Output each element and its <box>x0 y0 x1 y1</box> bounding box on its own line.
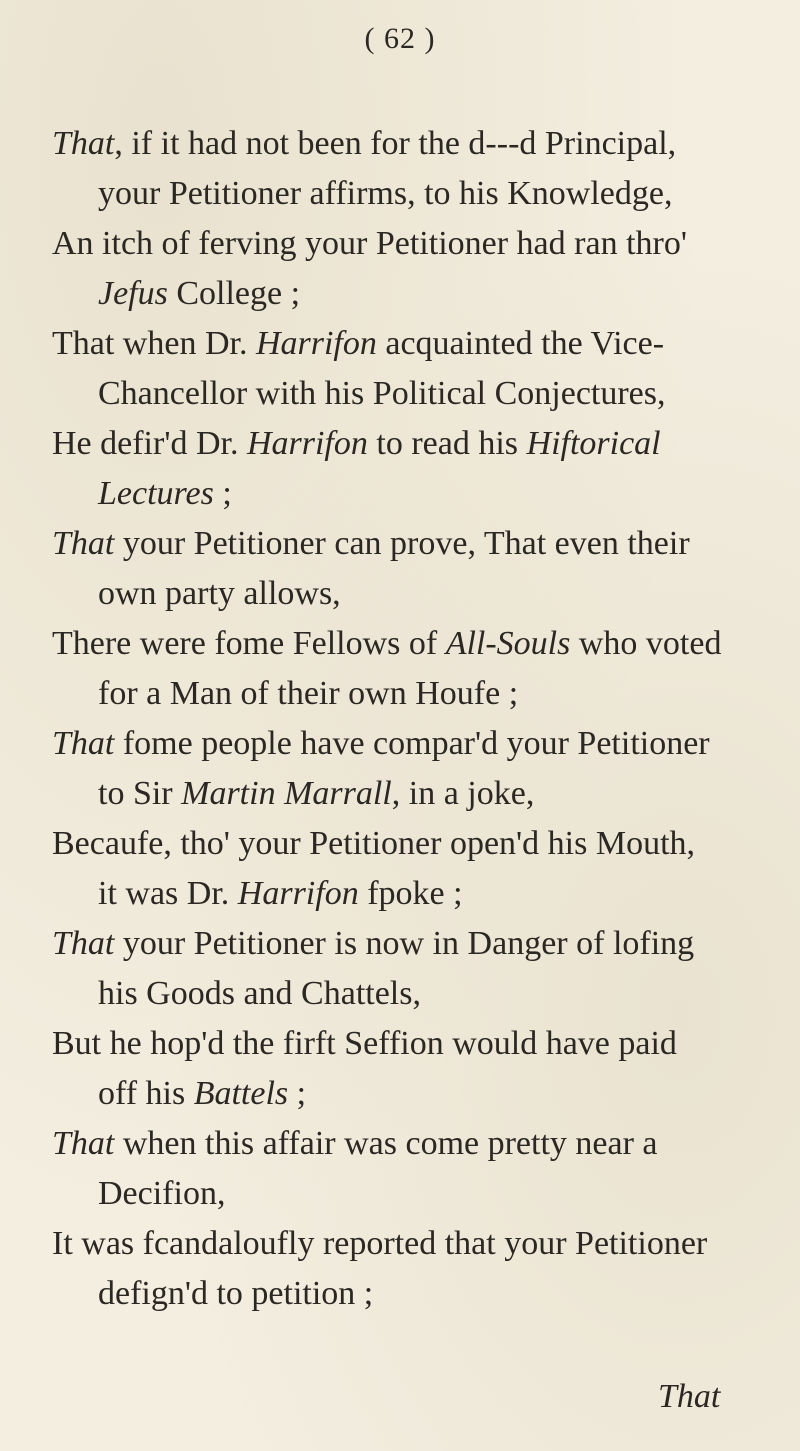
text-run: It was fcandaloufly reported that your Petitioner <box>52 1225 708 1262</box>
text-run: Becaufe, tho' your Petitioner open'd his Mouth, <box>52 825 696 862</box>
text-line <box>52 424 661 464</box>
text-run: to read his <box>367 425 527 462</box>
italic-text: Harrifon <box>237 875 359 912</box>
italic-text: That <box>52 1125 115 1162</box>
text-line <box>52 724 710 764</box>
text-line <box>52 1224 707 1264</box>
text-run: , if it had not been for the d---d Principal, <box>114 125 677 162</box>
text-line <box>52 1124 658 1164</box>
italic-text: That <box>52 925 115 962</box>
text-line <box>52 224 687 264</box>
text-line <box>52 524 690 564</box>
text-line <box>98 1174 225 1214</box>
text-run: fome people have compar'd your Petitioner <box>114 725 710 762</box>
text-line <box>98 574 341 614</box>
italic-text: All-Souls <box>445 625 571 662</box>
text-line <box>52 824 695 864</box>
italic-text: Lectures <box>98 475 214 512</box>
text-run: College ; <box>167 275 301 312</box>
text-line <box>98 274 300 314</box>
text-run: it was Dr. <box>98 875 238 912</box>
text-line <box>98 974 421 1014</box>
text-run: own party allows, <box>98 575 341 612</box>
text-run: your Petitioner can prove, That even their <box>114 525 690 562</box>
text-line <box>52 624 721 664</box>
text-line <box>98 1074 306 1114</box>
text-run: Chancellor with his Political Conjectures, <box>98 375 666 412</box>
italic-text: That <box>52 525 115 562</box>
italic-text: Hiftorical <box>526 425 661 462</box>
text-run: ; <box>288 1075 307 1112</box>
text-line <box>52 124 676 164</box>
text-line <box>52 924 694 964</box>
text-run: acquainted the Vice- <box>376 325 665 362</box>
page-number: ( 62 ) <box>364 22 436 55</box>
text-run: He defir'd Dr. <box>52 425 247 462</box>
italic-text: Battels <box>193 1075 289 1112</box>
text-run: your Petitioner affirms, to his Knowledge, <box>98 175 673 212</box>
italic-text: Harrifon <box>255 325 377 362</box>
text-line <box>98 674 518 714</box>
text-line <box>98 874 463 914</box>
text-line <box>52 1024 677 1064</box>
italic-text: Jefus <box>98 275 168 312</box>
text-run: But he hop'd the firft Seffion would have paid <box>52 1025 677 1062</box>
text-run: Decifion, <box>98 1175 226 1212</box>
text-run: That when Dr. <box>52 325 256 362</box>
text-line <box>98 474 232 514</box>
text-run: who voted <box>570 625 722 662</box>
text-line <box>98 1274 373 1314</box>
text-run: There were fome Fellows of <box>52 625 446 662</box>
text-line <box>98 174 672 214</box>
text-run: defign'd to petition ; <box>98 1275 374 1312</box>
text-run: his Goods and Chattels, <box>98 975 421 1012</box>
text-run: your Petitioner is now in Danger of lofing <box>114 925 695 962</box>
italic-text: That <box>52 725 115 762</box>
text-run: when this affair was come pretty near a <box>114 1125 658 1162</box>
text-run: off his <box>98 1075 194 1112</box>
italic-text: Martin Marrall <box>181 775 392 812</box>
text-line <box>98 774 534 814</box>
text-line <box>98 374 666 414</box>
text-run: for a Man of their own Houfe ; <box>98 675 519 712</box>
catchword: That <box>658 1378 721 1415</box>
italic-text: Harrifon <box>246 425 368 462</box>
text-run: to Sir <box>98 775 182 812</box>
text-line <box>52 324 664 364</box>
italic-text: That <box>52 125 115 162</box>
text-run: , in a joke, <box>391 775 535 812</box>
text-run: fpoke ; <box>358 875 463 912</box>
text-run: ; <box>213 475 232 512</box>
text-run: An itch of ferving your Petitioner had ran thro' <box>52 225 687 262</box>
